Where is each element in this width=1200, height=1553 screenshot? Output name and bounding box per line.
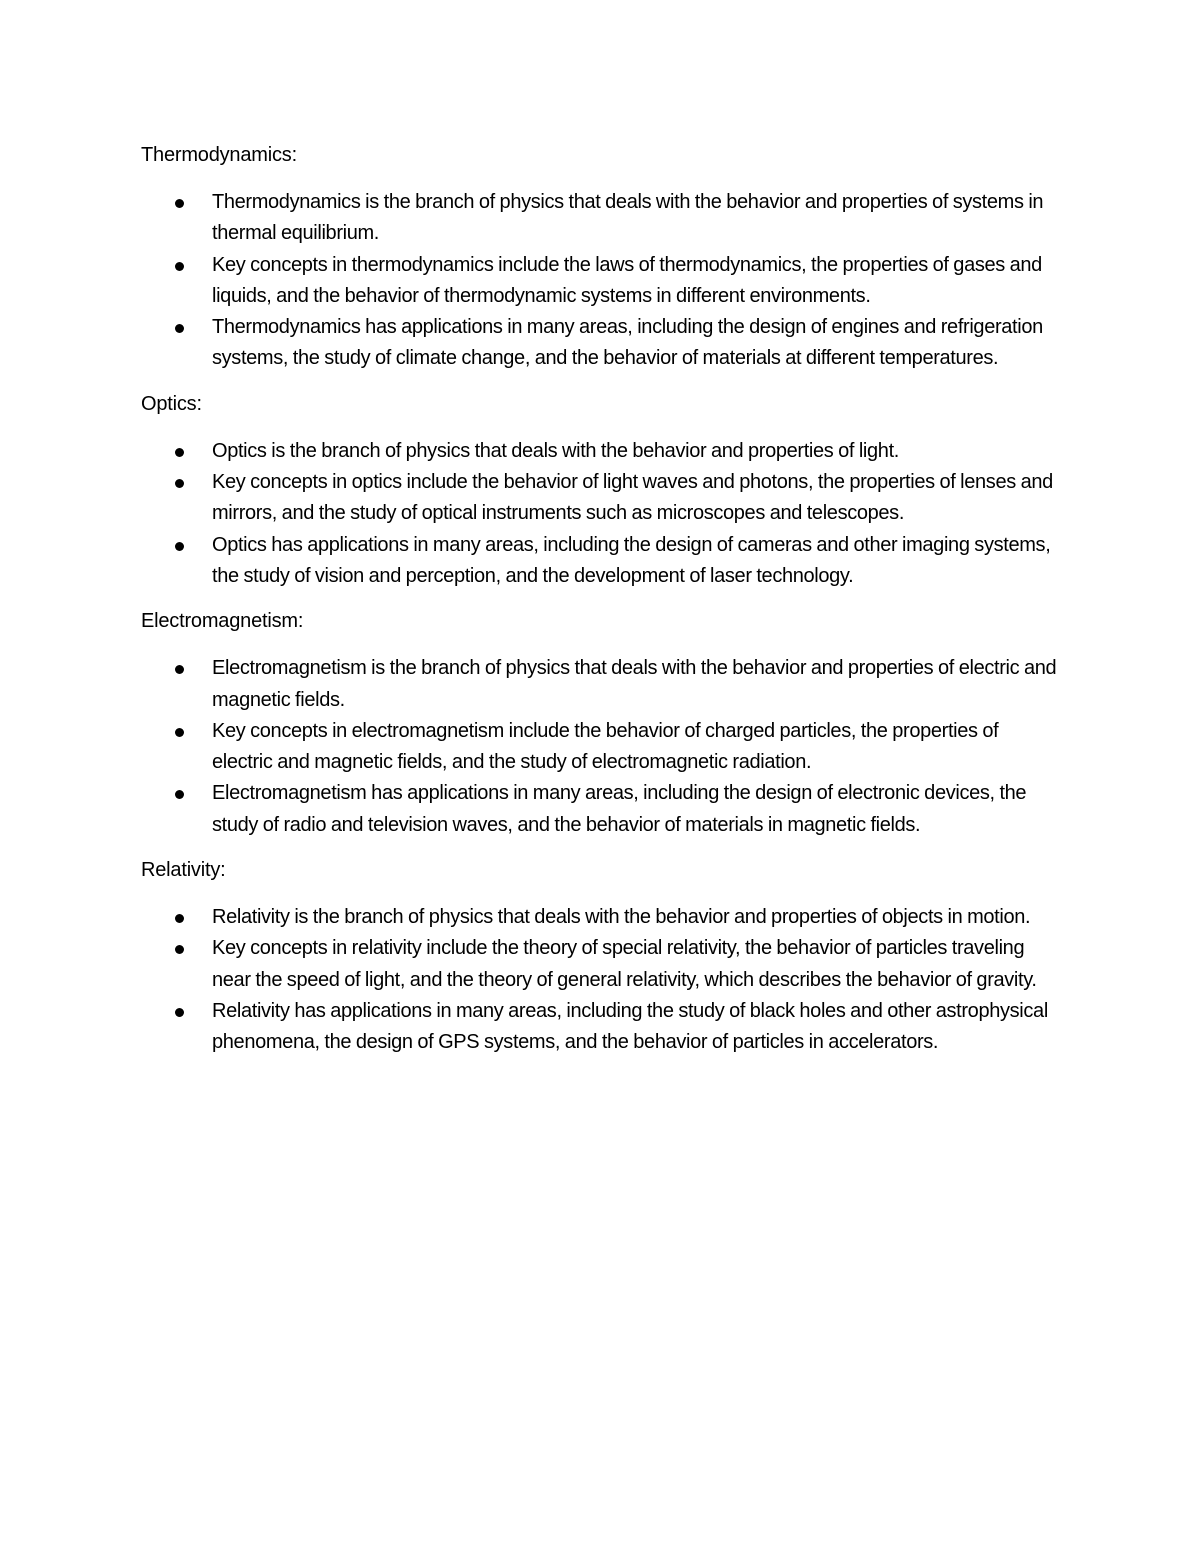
list-item [141, 996, 1062, 1059]
bullet-icon [175, 542, 184, 551]
list-item [141, 312, 1062, 375]
bullet-list [141, 902, 1061, 1058]
list-item-text: Thermodynamics has applications in many areas, including the design of engines and refrigeration systems, the study of climate change, and the behavior of materials at different temperatures. [212, 316, 1043, 370]
list-item [141, 778, 1062, 841]
list-item [141, 530, 1062, 593]
section-thermodynamics [141, 140, 1061, 375]
list-item [141, 902, 1062, 933]
list-item-text: Key concepts in thermodynamics include the laws of thermodynamics, the properties of gases and liquids, and the behavior of thermodynamic systems in different environments. [212, 253, 1042, 307]
document-content [141, 140, 1061, 1073]
bullet-icon [175, 945, 184, 954]
section-heading: Thermodynamics: [141, 144, 297, 166]
list-item-text: Electromagnetism is the branch of physics that deals with the behavior and properties of electric and magnetic fields. [212, 657, 1057, 711]
list-item [141, 716, 1062, 779]
list-item-text: Thermodynamics is the branch of physics that deals with the behavior and properties of systems in thermal equilibrium. [212, 191, 1044, 245]
bullet-icon [175, 479, 184, 488]
bullet-icon [175, 448, 184, 457]
bullet-list [141, 187, 1061, 375]
section-optics [141, 389, 1061, 592]
list-item [141, 653, 1062, 716]
bullet-list [141, 653, 1061, 841]
section-heading: Electromagnetism: [141, 610, 304, 633]
bullet-icon [175, 665, 184, 674]
list-item [141, 187, 1062, 250]
section-electromagnetism [141, 606, 1061, 841]
list-item [141, 467, 1062, 530]
bullet-icon [175, 262, 184, 271]
bullet-icon [175, 199, 184, 208]
list-item-text: Optics has applications in many areas, including the design of cameras and other imaging systems, the study of vision and perception, and the development of laser technology. [212, 533, 1051, 587]
list-item-text: Relativity is the branch of physics that deals with the behavior and properties of objects in motion. [212, 906, 1031, 929]
bullet-icon [175, 790, 184, 799]
bullet-icon [175, 324, 184, 333]
list-item [141, 436, 1062, 467]
section-heading: Optics: [141, 392, 202, 415]
bullet-icon [175, 1008, 184, 1017]
list-item [141, 250, 1062, 313]
list-item-text: Key concepts in relativity include the theory of special relativity, the behavior of particles traveling near the speed of light, and the theory of general relativity, which describes the behavior of gravity. [212, 937, 1037, 991]
bullet-icon [175, 728, 184, 737]
section-relativity [141, 855, 1061, 1058]
bullet-icon [175, 914, 184, 923]
list-item-text: Key concepts in optics include the behavior of light waves and photons, the properties of lenses and mirrors, and the study of optical instruments such as microscopes and telescopes. [212, 471, 1053, 525]
list-item [141, 933, 1062, 996]
section-heading: Relativity: [141, 859, 226, 882]
bullet-list [141, 436, 1061, 592]
list-item-text: Electromagnetism has applications in many areas, including the design of electronic devices, the study of radio and television waves, and the behavior of materials in magnetic fields. [212, 782, 1027, 836]
list-item-text: Relativity has applications in many areas, including the study of black holes and other astrophysical phenomena, the design of GPS systems, and the behavior of particles in accelerators. [212, 999, 1048, 1054]
list-item-text: Key concepts in electromagnetism include the behavior of charged particles, the properties of electric and magnetic fields, and the study of electromagnetic radiation. [212, 719, 999, 774]
list-item-text: Optics is the branch of physics that deals with the behavior and properties of light. [212, 439, 899, 462]
